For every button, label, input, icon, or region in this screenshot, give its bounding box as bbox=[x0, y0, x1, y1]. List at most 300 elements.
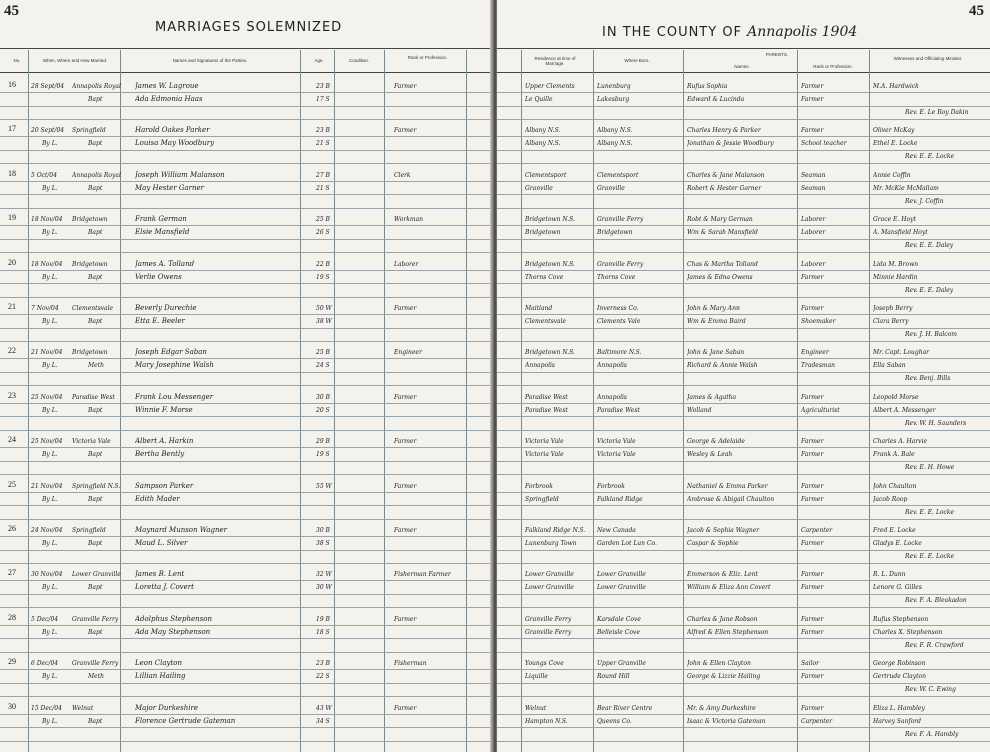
ruled-line bbox=[0, 328, 493, 329]
groom-parents-rank: Farmer bbox=[801, 482, 824, 490]
ruled-line bbox=[497, 358, 990, 359]
groom-name: Frank German bbox=[135, 215, 187, 224]
bride-age: 30 W bbox=[316, 584, 332, 592]
ruled-line bbox=[0, 505, 493, 506]
bride-birthplace: Lower Granville bbox=[597, 584, 646, 592]
column-rule bbox=[300, 50, 301, 752]
groom-birthplace: Baltimore N.S. bbox=[597, 349, 642, 357]
marriage-rite: Bapt bbox=[88, 584, 103, 592]
groom-birthplace: Upper Granville bbox=[597, 660, 646, 668]
bride-parents: Alfred & Ellen Stephenson bbox=[687, 628, 769, 636]
ruled-line bbox=[0, 163, 493, 164]
marriage-place: Springfield bbox=[72, 527, 106, 534]
witness-2: Gladys E. Locke bbox=[873, 540, 922, 547]
column-rule bbox=[28, 50, 29, 752]
groom-parents: Charles Henry & Parker bbox=[687, 127, 761, 135]
bride-name: Mary Josephine Walsh bbox=[135, 361, 214, 370]
bride-parents-rank: Farmer bbox=[801, 584, 824, 592]
bride-birthplace: Granville bbox=[597, 184, 625, 192]
groom-rank: Farmer bbox=[394, 615, 417, 623]
bride-birthplace: Lakesburg bbox=[597, 96, 630, 103]
officiating-minister: Rev. W. H. Saunders bbox=[905, 419, 967, 427]
marriage-license: By L. bbox=[42, 717, 58, 725]
groom-birthplace: New Canada bbox=[597, 527, 636, 534]
witness-2: Clara Berry bbox=[873, 318, 909, 325]
ruled-line bbox=[497, 625, 990, 626]
witness-1: Rufus Stephenson bbox=[873, 615, 929, 623]
groom-residence: Falkland Ridge N.S. bbox=[525, 527, 586, 534]
groom-residence: Maitland bbox=[525, 305, 553, 312]
bride-age: 22 S bbox=[316, 673, 330, 681]
ruled-line bbox=[0, 696, 493, 697]
ruled-line bbox=[0, 638, 493, 639]
ruled-line bbox=[497, 505, 990, 506]
column-rule bbox=[384, 50, 385, 752]
bride-parents-rank: Farmer bbox=[801, 540, 824, 547]
ruled-line bbox=[497, 297, 990, 298]
right-page-number: 45 bbox=[969, 3, 984, 19]
ruled-line bbox=[0, 403, 493, 404]
marriage-license: By L. bbox=[42, 362, 58, 370]
marriage-license: By L. bbox=[42, 673, 58, 681]
ruled-line bbox=[497, 594, 990, 595]
marriage-rite: Bapt bbox=[88, 628, 103, 636]
witness-1: M.A. Hardwick bbox=[873, 83, 919, 90]
witness-2: Gertrude Clayton bbox=[873, 673, 927, 681]
record-number: 18 bbox=[8, 168, 16, 178]
groom-parents-rank: Farmer bbox=[801, 393, 824, 401]
marriage-place: Springfield bbox=[72, 127, 106, 135]
ruled-line bbox=[0, 669, 493, 670]
marriage-place: Bridgetown bbox=[72, 349, 108, 357]
marriage-place: Clementsvale bbox=[72, 305, 114, 312]
ruled-line bbox=[497, 150, 990, 151]
groom-residence: Bridgetown N.S. bbox=[525, 260, 575, 268]
groom-age: 32 W bbox=[316, 571, 332, 579]
witness-1: Joseph Berry bbox=[873, 305, 913, 312]
ruled-line bbox=[0, 314, 493, 315]
ruled-line bbox=[0, 550, 493, 551]
bride-parents-rank: Seaman bbox=[801, 184, 826, 192]
record-number: 25 bbox=[8, 479, 16, 489]
officiating-minister: Rev. E. H. Howe bbox=[905, 464, 955, 472]
record-number: 29 bbox=[8, 657, 16, 667]
bride-age: 20 S bbox=[316, 406, 330, 414]
groom-rank: Farmer bbox=[394, 305, 417, 312]
marriage-license: By L. bbox=[42, 584, 58, 592]
right-page bbox=[497, 0, 990, 752]
record-number: 22 bbox=[8, 346, 16, 356]
ruled-line bbox=[497, 328, 990, 329]
groom-name: Maynard Munson Wagner bbox=[135, 526, 227, 534]
marriage-license: By L. bbox=[42, 628, 58, 636]
ruled-line bbox=[497, 652, 990, 653]
groom-age: 25 B bbox=[316, 349, 330, 357]
marriage-date: 24 Nov/04 bbox=[31, 527, 63, 534]
bride-age: 34 S bbox=[316, 717, 330, 725]
ruled-line bbox=[497, 416, 990, 417]
bride-residence: Bridgetown bbox=[525, 229, 561, 237]
officiating-minister: Rev. E. E. Locke bbox=[905, 153, 955, 161]
bride-parents: Edward & Lucinda bbox=[687, 96, 745, 103]
column-rule bbox=[683, 50, 684, 752]
ruled-line bbox=[497, 492, 990, 493]
bride-parents: Jonathan & Jessie Woodbury bbox=[687, 140, 774, 148]
ruled-line bbox=[497, 447, 990, 448]
marriage-place: Annapolis Royal bbox=[72, 171, 121, 179]
groom-age: 43 W bbox=[316, 704, 332, 712]
ruled-line bbox=[497, 430, 990, 431]
bride-age: 19 S bbox=[316, 451, 330, 459]
groom-age: 23 B bbox=[316, 660, 330, 668]
groom-age: 22 B bbox=[316, 260, 330, 268]
witness-2: Ethel E. Locke bbox=[873, 140, 918, 148]
officiating-minister: Rev. J. H. Balcom bbox=[905, 331, 957, 338]
groom-residence: Bridgetown N.S. bbox=[525, 216, 575, 224]
groom-residence: Forbrook bbox=[525, 482, 553, 490]
record-number: 19 bbox=[8, 213, 16, 223]
ruled-line bbox=[0, 239, 493, 240]
marriage-place: Granville Ferry bbox=[72, 660, 119, 668]
ruled-line bbox=[0, 683, 493, 684]
officiating-minister: Rev. E. E. Daley bbox=[905, 242, 954, 250]
bride-parents: Wm & Emma Baird bbox=[687, 318, 746, 325]
ruled-line bbox=[497, 696, 990, 697]
witness-1: Eliza L. Hambley bbox=[873, 704, 925, 712]
marriage-place: Annapolis Royal bbox=[72, 83, 121, 90]
marriage-date: 7 Nov/04 bbox=[31, 305, 59, 312]
ruled-line bbox=[497, 239, 990, 240]
groom-parents-rank: Seaman bbox=[801, 171, 826, 179]
marriage-date: 6 Dec/04 bbox=[31, 660, 59, 668]
marriage-license: By L. bbox=[42, 229, 58, 237]
marriage-rite: Bapt bbox=[88, 140, 103, 148]
groom-residence: Clementsport bbox=[525, 171, 567, 179]
bride-name: Winnie F. Morse bbox=[135, 405, 193, 414]
witness-2: Charles X. Stephenson bbox=[873, 628, 943, 636]
bride-residence: Paradise West bbox=[525, 406, 568, 414]
marriage-place: Welnut bbox=[72, 704, 94, 712]
ruled-line bbox=[497, 536, 990, 537]
bride-name: Lillian Hailing bbox=[135, 672, 186, 681]
bride-birthplace: Albany N.S. bbox=[597, 140, 633, 148]
record-number: 26 bbox=[8, 524, 16, 533]
bride-residence: Clementsvale bbox=[525, 318, 567, 325]
ruled-line bbox=[0, 430, 493, 431]
ruled-line bbox=[497, 314, 990, 315]
groom-rank: Farmer bbox=[394, 482, 417, 490]
record-number: 23 bbox=[8, 390, 16, 400]
record-number: 20 bbox=[8, 257, 16, 267]
groom-age: 23 B bbox=[316, 127, 330, 135]
marriage-license: By L. bbox=[42, 540, 58, 547]
groom-parents-rank: Laborer bbox=[801, 260, 826, 268]
groom-birthplace: Albany N.S. bbox=[597, 127, 633, 135]
ruled-line bbox=[0, 106, 493, 107]
groom-residence: Youngs Cove bbox=[525, 660, 564, 668]
ruled-line bbox=[497, 580, 990, 581]
header-rank: Rank or Profession. bbox=[407, 55, 448, 60]
marriage-rite: Meth bbox=[88, 362, 104, 370]
bride-parents-rank: Farmer bbox=[801, 495, 824, 503]
groom-parents-rank: Engineer bbox=[801, 349, 829, 357]
groom-parents-rank: Farmer bbox=[801, 305, 824, 312]
ruled-line bbox=[0, 270, 493, 271]
marriage-rite: Bapt bbox=[88, 229, 103, 237]
groom-parents: Charles & Jane Robson bbox=[687, 615, 758, 623]
ruled-line bbox=[497, 714, 990, 715]
marriage-rite: Bapt bbox=[88, 406, 103, 414]
bride-birthplace: Belleisle Cove bbox=[597, 628, 640, 636]
bride-residence: Le Quille bbox=[525, 96, 553, 103]
ruled-line bbox=[497, 181, 990, 182]
bride-residence: Springfield bbox=[525, 495, 559, 503]
groom-parents-rank: Farmer bbox=[801, 127, 824, 135]
bride-parents: Caspar & Sophie bbox=[687, 540, 739, 547]
marriage-license: By L. bbox=[42, 495, 58, 503]
ruled-line bbox=[0, 92, 493, 93]
bride-residence: Lower Granville bbox=[525, 584, 574, 592]
left-page bbox=[0, 0, 493, 752]
bride-name: Verlie Owens bbox=[135, 272, 182, 281]
bride-parents-rank: Farmer bbox=[801, 673, 824, 681]
ruled-line bbox=[0, 252, 493, 253]
header-witnesses: Witnesses and Officiating Minister. bbox=[893, 56, 963, 61]
marriage-date: 5 Dec/04 bbox=[31, 615, 59, 623]
groom-parents-rank: Farmer bbox=[801, 438, 824, 446]
header-residence: Residence at time of Marriage. bbox=[534, 56, 576, 66]
right-page-title bbox=[602, 24, 857, 40]
groom-age: 55 W bbox=[316, 482, 332, 490]
bride-birthplace: Round Hill bbox=[597, 673, 630, 681]
bride-parents: Wesley & Leah bbox=[687, 451, 733, 459]
record-number: 27 bbox=[8, 568, 16, 578]
witness-1: Mr. Capt. Loughar bbox=[873, 349, 930, 357]
ruled-line bbox=[0, 607, 493, 608]
groom-age: 29 B bbox=[316, 438, 330, 446]
witness-1: R. L. Dunn bbox=[873, 571, 906, 579]
groom-rank: Workman bbox=[394, 216, 424, 224]
right-title-prefix: IN THE COUNTY OF bbox=[602, 25, 743, 40]
groom-parents-rank: Carpenter bbox=[801, 527, 833, 534]
ruled-line bbox=[497, 403, 990, 404]
ruled-line bbox=[0, 283, 493, 284]
ruled-line bbox=[0, 652, 493, 653]
bride-parents-rank: Tradesman bbox=[801, 362, 836, 370]
ruled-line bbox=[497, 385, 990, 386]
ruled-line bbox=[0, 714, 493, 715]
marriage-license: By L. bbox=[42, 184, 58, 192]
header-parents: PARENTS. bbox=[765, 52, 789, 57]
bride-age: 19 S bbox=[316, 273, 330, 281]
column-rule bbox=[521, 50, 522, 752]
marriage-date: 21 Nov/04 bbox=[31, 349, 63, 357]
bride-age: 17 S bbox=[316, 96, 330, 103]
groom-parents-rank: Sailor bbox=[801, 660, 820, 668]
groom-rank: Farmer bbox=[394, 83, 417, 90]
bride-birthplace: Clements Vale bbox=[597, 318, 641, 325]
ruled-line bbox=[497, 341, 990, 342]
groom-birthplace: Victoria Vale bbox=[597, 438, 636, 446]
ruled-line bbox=[0, 447, 493, 448]
bride-parents-rank: Laborer bbox=[801, 229, 826, 237]
groom-rank: Farmer bbox=[394, 393, 417, 401]
witness-1: Charles A. Harvie bbox=[873, 438, 928, 446]
witness-1: Oliver McKay bbox=[873, 127, 915, 135]
ruled-line bbox=[497, 92, 990, 93]
marriage-rite: Meth bbox=[88, 673, 104, 681]
groom-parents: Robt & Mary German bbox=[687, 216, 753, 224]
groom-age: 50 W bbox=[316, 305, 332, 312]
header-when: When, Where and How Married. bbox=[42, 58, 108, 63]
bride-birthplace: Victoria Vale bbox=[597, 451, 636, 459]
groom-name: Harold Oakes Parker bbox=[135, 126, 210, 135]
header-no: No. bbox=[13, 58, 21, 63]
witness-2: Lenore G. Gilles bbox=[873, 584, 922, 592]
bride-birthplace: Queens Co. bbox=[597, 717, 632, 725]
marriage-license: By L. bbox=[42, 140, 58, 148]
ruled-line bbox=[497, 270, 990, 271]
marriage-rite: Bapt bbox=[88, 717, 103, 725]
left-page-number: 45 bbox=[4, 3, 19, 19]
witness-1: John Chaulton bbox=[873, 482, 917, 490]
bride-name: Loretta J. Covert bbox=[135, 583, 194, 592]
marriage-date: 15 Dec/04 bbox=[31, 704, 62, 712]
record-number: 17 bbox=[8, 124, 16, 134]
ruled-line bbox=[497, 208, 990, 209]
groom-name: James A. Tolland bbox=[135, 259, 195, 268]
bride-residence: Annapolis bbox=[525, 362, 556, 370]
bride-parents: Richard & Annie Walsh bbox=[687, 362, 758, 370]
groom-residence: Granville Ferry bbox=[525, 615, 572, 623]
marriage-date: 5 Oct/04 bbox=[31, 171, 58, 179]
groom-name: Leon Clayton bbox=[135, 659, 182, 668]
ruled-line bbox=[0, 341, 493, 342]
groom-name: Adolphus Stephenson bbox=[135, 614, 213, 623]
bride-residence: Thorns Cove bbox=[525, 273, 564, 281]
header-bottom-rule-right bbox=[497, 72, 990, 73]
groom-rank: Fisherman Farmer bbox=[394, 571, 451, 579]
ruled-line bbox=[497, 669, 990, 670]
bride-parents: Isaac & Victoria Gateman bbox=[687, 717, 766, 725]
bride-residence: Lunenburg Town bbox=[525, 540, 577, 547]
groom-parents: John & Mary Ann bbox=[687, 305, 740, 312]
bride-name: Bertha Bently bbox=[135, 450, 185, 459]
marriage-place: Granville Ferry bbox=[72, 615, 119, 623]
groom-name: James B. Lent bbox=[135, 570, 185, 579]
marriage-date: 25 Nov/04 bbox=[31, 438, 63, 446]
groom-parents: Chas & Martha Tolland bbox=[687, 260, 758, 268]
groom-birthplace: Bear River Centre bbox=[597, 704, 653, 712]
witness-2: Minnie Hardin bbox=[873, 273, 918, 281]
witness-1: Annie Coffin bbox=[873, 171, 911, 179]
bride-age: 38 S bbox=[316, 540, 330, 547]
groom-residence: Upper Clements bbox=[525, 83, 575, 90]
witness-1: Grace E. Hoyt bbox=[873, 216, 916, 224]
groom-parents: Emmerson & Eliz. Lent bbox=[687, 571, 758, 579]
officiating-minister: Rev. F. A. Bleakadon bbox=[905, 597, 967, 605]
witness-1: George Robinson bbox=[873, 660, 926, 668]
groom-birthplace: Granville Ferry bbox=[597, 216, 644, 224]
groom-parents: John & Ellen Clayton bbox=[687, 660, 751, 668]
groom-name: Joseph William Malanson bbox=[135, 170, 225, 179]
bride-age: 26 S bbox=[316, 229, 330, 237]
marriage-place: Bridgetown bbox=[72, 260, 108, 268]
groom-name: Sampson Parker bbox=[135, 481, 194, 490]
bride-age: 24 S bbox=[316, 362, 330, 370]
bride-age: 21 S bbox=[316, 184, 330, 192]
marriage-place: Lower Granville bbox=[72, 571, 121, 579]
bride-residence: Victoria Vale bbox=[525, 451, 564, 459]
groom-residence: Victoria Vale bbox=[525, 438, 564, 446]
groom-name: Joseph Edgar Saban bbox=[135, 348, 207, 357]
bride-birthplace: Thorns Cove bbox=[597, 273, 636, 281]
groom-residence: Bridgetown N.S. bbox=[525, 349, 575, 357]
marriage-rite: Bapt bbox=[88, 318, 103, 325]
marriage-rite: Bapt bbox=[88, 273, 103, 281]
marriage-date: 28 Sept/04 bbox=[31, 83, 65, 90]
groom-name: Frank Lou Messenger bbox=[135, 392, 214, 401]
marriage-date: 18 Nov/04 bbox=[31, 216, 63, 224]
ruled-line bbox=[497, 727, 990, 728]
witness-1: Leopold Morse bbox=[873, 393, 919, 401]
groom-birthplace: Karsdale Cove bbox=[597, 615, 641, 623]
marriage-date: 30 Nov/04 bbox=[31, 571, 63, 579]
bride-parents-rank: Shoemaker bbox=[801, 318, 836, 325]
groom-name: Albert A. Harkin bbox=[135, 437, 194, 446]
officiating-minister: Rev. E. E. Locke bbox=[905, 553, 955, 560]
marriage-license: By L. bbox=[42, 406, 58, 414]
groom-birthplace: Annapolis bbox=[597, 393, 628, 401]
groom-parents: John & Jane Saban bbox=[687, 349, 745, 357]
marriage-date: 18 Nov/04 bbox=[31, 260, 63, 268]
ruled-line bbox=[497, 607, 990, 608]
bride-parents-rank: Carpenter bbox=[801, 717, 833, 725]
bride-age: 21 S bbox=[316, 140, 330, 148]
groom-parents: Nathaniel & Emma Parker bbox=[687, 482, 768, 490]
groom-residence: Lower Granville bbox=[525, 571, 574, 579]
header-condition: Condition. bbox=[348, 58, 370, 63]
marriage-place: Bridgetown bbox=[72, 216, 108, 224]
ruled-line bbox=[0, 563, 493, 564]
ruled-line bbox=[0, 181, 493, 182]
bride-parents-rank: Farmer bbox=[801, 273, 824, 281]
groom-rank: Farmer bbox=[394, 704, 417, 712]
groom-birthplace: Lower Granville bbox=[597, 571, 646, 579]
groom-parents: George & Adelaide bbox=[687, 438, 745, 446]
ruled-line bbox=[0, 741, 493, 742]
bride-parents-rank: Farmer bbox=[801, 451, 824, 459]
ruled-line bbox=[497, 136, 990, 137]
groom-age: 30 B bbox=[316, 527, 330, 534]
groom-parents-rank: Farmer bbox=[801, 571, 824, 579]
groom-age: 19 B bbox=[316, 615, 330, 623]
ruled-line bbox=[0, 594, 493, 595]
officiating-minister: Rev. Benj. Bills bbox=[905, 375, 951, 383]
header-top-rule bbox=[0, 48, 493, 49]
ruled-line bbox=[0, 580, 493, 581]
witness-1: Fred E. Locke bbox=[873, 527, 916, 534]
ruled-line bbox=[497, 225, 990, 226]
header-age: Age. bbox=[314, 58, 324, 63]
groom-age: 27 B bbox=[316, 171, 330, 179]
ruled-line bbox=[497, 474, 990, 475]
ruled-line bbox=[497, 550, 990, 551]
ruled-line bbox=[0, 208, 493, 209]
officiating-minister: Rev. F. A. Hambly bbox=[905, 730, 959, 738]
bride-name: Edith Mader bbox=[135, 494, 180, 503]
record-number: 24 bbox=[8, 435, 16, 445]
